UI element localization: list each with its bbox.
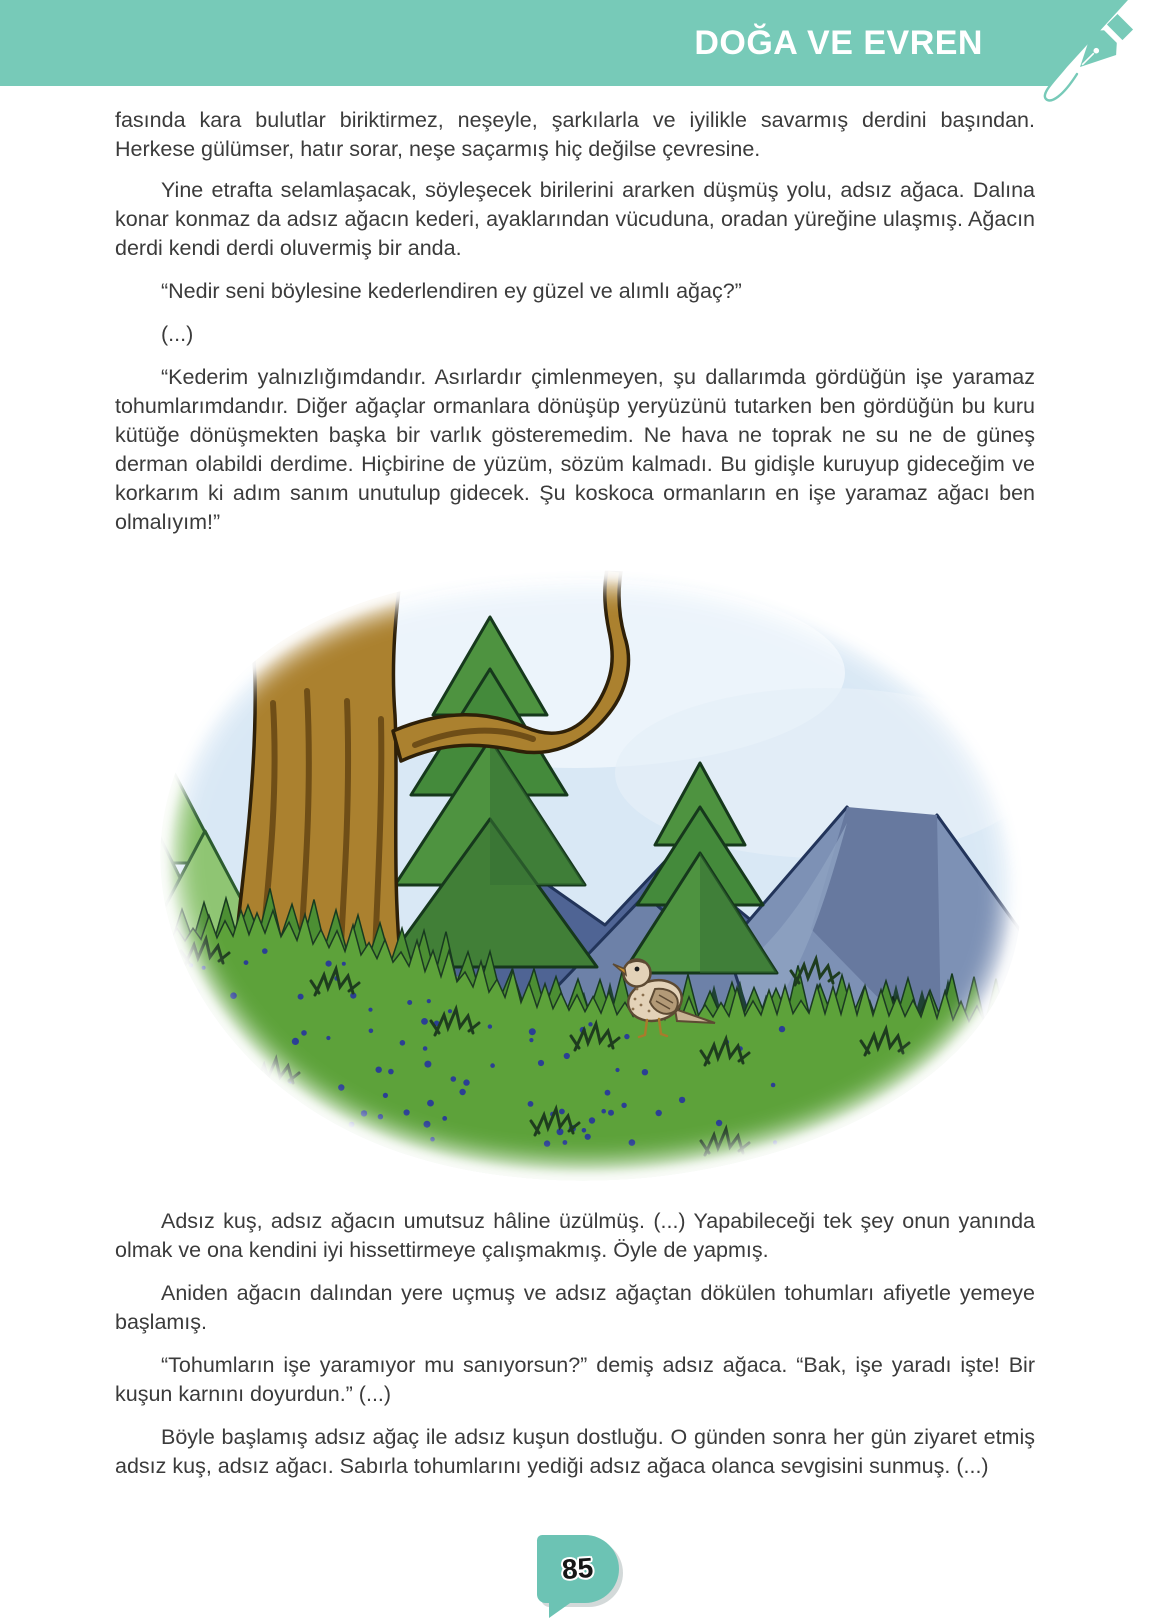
page-title: DOĞA VE EVREN bbox=[694, 24, 983, 62]
paragraph: “Tohumların işe yaramıyor mu sanıyorsun?” demiş adsız ağaca. “Bak, işe yaradı işte! Bir kuşun karnını doyurdun.” (...) bbox=[115, 1353, 1035, 1406]
forest-illustration bbox=[105, 563, 1045, 1183]
paragraph: Adsız kuş, adsız ağacın umutsuz hâline üzülmüş. (...) Yapabileceği tek şey onun yanında olmak ve ona kendini iyi hissettirmeye çalışmakmış. Öyle de yapmış. bbox=[115, 1209, 1035, 1262]
paragraph: fasında kara bulutlar biriktirmez, neşeyle, şarkılarla ve iyilikle savarmış derdini başından. Herkese gülümser, hatır sorar, neşe saçarmış hiç değilse çevresine. bbox=[115, 108, 1035, 161]
page-number: 85 bbox=[561, 1551, 595, 1586]
paragraph: Böyle başlamış adsız ağaç ile adsız kuşun dostluğu. O günden sonra her gün ziyaret etmiş adsız kuş, adsız ağacı. Sabırla tohumlarını yediği adsız ağaca olanca sevgisini sunmuş. (...) bbox=[115, 1425, 1035, 1478]
paragraph: “Kederim yalnızlığımdandır. Asırlardır çimlenmeyen, şu dallarımda gördüğün işe yaramaz tohumlarımdandır. Diğer ağaçlar ormanlara dönüşüp yeryüzünü tutarken ben gördüğün bu kuru kütüğe dönüşmekten başka bir varlık gösteremedim. Ne hava ne toprak ne su ne de güneş derman olabildi derdime. Hiçbirine de yüzüm, sözüm kalmadı. Bu gidişle kuruyup gideceğim ve korkarım ki adım sanım unutulup gidecek. Şu koskoca ormanların en işe yaramaz ağacı ben olmalıyım!” bbox=[115, 365, 1035, 534]
paragraph: “Nedir seni böylesine kederlendiren ey güzel ve alımlı ağaç?” bbox=[161, 279, 742, 303]
paragraph: Yine etrafta selamlaşacak, söyleşecek birilerini ararken düşmüş yolu, adsız ağaca. Dalına konar konmaz da adsız ağacın kederi, ayaklarından vücuduna, oradan yüreğine ulaşmış. Ağacın derdi kendi derdi oluvermiş bir anda. bbox=[115, 178, 1035, 260]
paragraph: Aniden ağacın dalından yere uçmuş ve adsız ağaçtan dökülen tohumları afiyetle yemeye başlamış. bbox=[115, 1281, 1035, 1334]
paragraph: (...) bbox=[161, 322, 194, 346]
page-number-badge bbox=[537, 1535, 619, 1603]
